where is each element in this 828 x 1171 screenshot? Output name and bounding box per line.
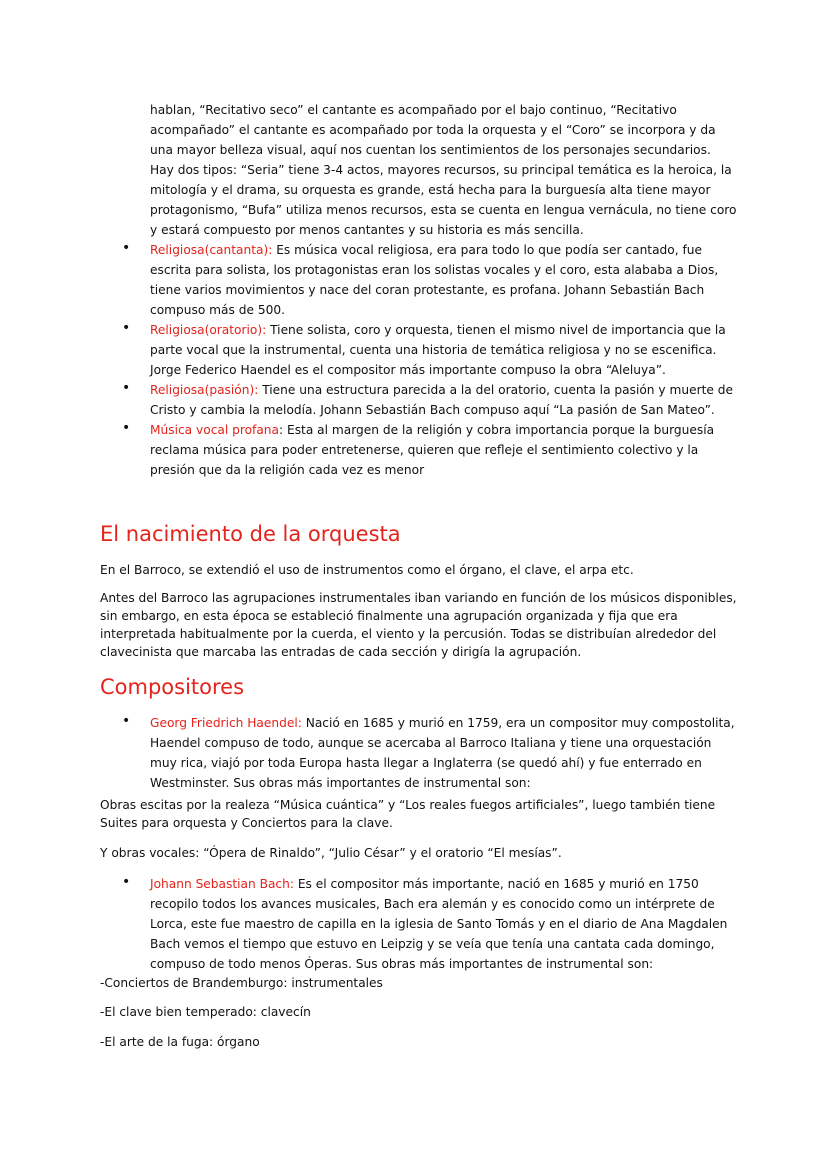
composer-text: Es el compositor más importante, nació en 1685 y murió en 1750 recopilo todos los avances musicales, Bach era alemán y es conocido como un intérprete de Lorca, este fue maestro de capilla en la iglesia de Santo Tomás y en el diario de Ana Magdalen Bach vemos el tiempo que estuvo en Leipzig y se veía que tenía una cantata cada domingo, compuso de todo menos Óperas. Sus obras más importantes de instrumental son: [150, 877, 728, 971]
composer-list [118, 712, 738, 792]
composer-text: Nació en 1685 y murió en 1759, era un compositor muy compostolita, Haendel compuso de todo, aunque se acercaba al Barroco Italiana y tiene una orquestación muy rica, viajó por toda Europa hasta llegar a Inglaterra (se quedó ahí) y fue enterrado en Westminster. Sus obras más importantes de instrumental son: [150, 716, 735, 790]
bullet-icon: • [122, 874, 131, 890]
genre-term: Religiosa(pasión): [150, 383, 259, 397]
list-item [118, 239, 738, 319]
paragraph: En el Barroco, se extendió el uso de instrumentos como el órgano, el clave, el arpa etc. [100, 563, 634, 577]
genre-term: Religiosa(cantanta): [150, 243, 273, 257]
paragraph: Antes del Barroco las agrupaciones instrumentales iban variando en función de los músicos disponibles, sin embargo, en esta época se estableció finalmente una agrupación organizada y fija que era interpretada habitualmente por la cuerda, el viento y la percusión. Todas se distribuían alrededor del clavecinista que marcaba las entradas de cada sección y dirigía la agrupación. [100, 591, 737, 659]
list-item [118, 379, 738, 419]
genre-term: Música vocal profana [150, 423, 280, 437]
paragraph: Y obras vocales: “Ópera de Rinaldo”, “Julio César” y el oratorio “El mesías”. [100, 846, 562, 860]
section-title-orquesta: El nacimiento de la orquesta [100, 522, 401, 546]
genre-text: Es música vocal religiosa, era para todo lo que podía ser cantado, fue escrita para solista, los protagonistas eran los solistas vocales y el coro, esta alababa a Dios, tiene varios movimientos y nace del coran protestante, es profana. Johann Sebastián Bach compuso más de 500. [150, 243, 719, 317]
bullet-icon: • [122, 380, 131, 396]
opera-continuation-text: hablan, “Recitativo seco” el cantante es acompañado por el bajo continuo, “Recitativo acompañado” el cantante es acompañado por toda la orquesta y el “Coro” se incorpora y da una mayor belleza visual, aquí nos cuentan los sentimientos de los personajes secundarios. Hay dos tipos: “Seria” tiene 3-4 actos, mayores recursos, su principal temática es la heroica, la mitología y el drama, su orquesta es grande, está hecha para la burguesía alta tiene mayor protagonismo, “Bufa” utiliza menos recursos, esta se cuenta en lengua vernácula, no tiene coro y estará compuesto por menos cantantes y su historia es más sencilla. [150, 103, 737, 237]
work-line: -El arte de la fuga: órgano [100, 1035, 260, 1049]
section-title-compositores: Compositores [100, 675, 245, 699]
work-line: -El clave bien temperado: clavecín [100, 1005, 311, 1019]
list-item [118, 712, 738, 792]
bullet-icon: • [122, 713, 131, 729]
opera-continuation [118, 99, 738, 239]
bullet-icon: • [122, 320, 131, 336]
bullet-icon: • [122, 420, 131, 436]
composer-name: Georg Friedrich Haendel: [150, 716, 302, 730]
paragraph: Obras escitas por la realeza “Música cuántica” y “Los reales fuegos artificiales”, luego también tiene Suites para orquesta y Conciertos para la clave. [100, 798, 716, 830]
list-item [118, 873, 738, 973]
genre-text: : Esta al margen de la religión y cobra importancia porque la burguesía reclama música para poder entretenerse, quieren que refleje el sentimiento colectivo y la presión que da la religión cada vez es menor [150, 423, 715, 477]
work-line: -Conciertos de Brandemburgo: instrumentales [100, 976, 383, 990]
genre-term: Religiosa(oratorio): [150, 323, 267, 337]
list-item [118, 419, 738, 479]
bullet-icon: • [122, 240, 131, 256]
genre-text: Tiene solista, coro y orquesta, tienen el mismo nivel de importancia que la parte vocal que la instrumental, cuenta una historia de temática religiosa y no se escenifica. Jorge Federico Haendel es el compositor más importante compuso la obra “Aleluya”. [150, 323, 726, 377]
list-item [118, 319, 738, 379]
genre-list [118, 99, 738, 479]
genre-text: Tiene una estructura parecida a la del oratorio, cuenta la pasión y muerte de Cristo y cambia la melodía. Johann Sebastián Bach compuso aquí “La pasión de San Mateo”. [150, 383, 733, 417]
composer-list [118, 873, 738, 973]
composer-name: Johann Sebastian Bach: [150, 877, 294, 891]
